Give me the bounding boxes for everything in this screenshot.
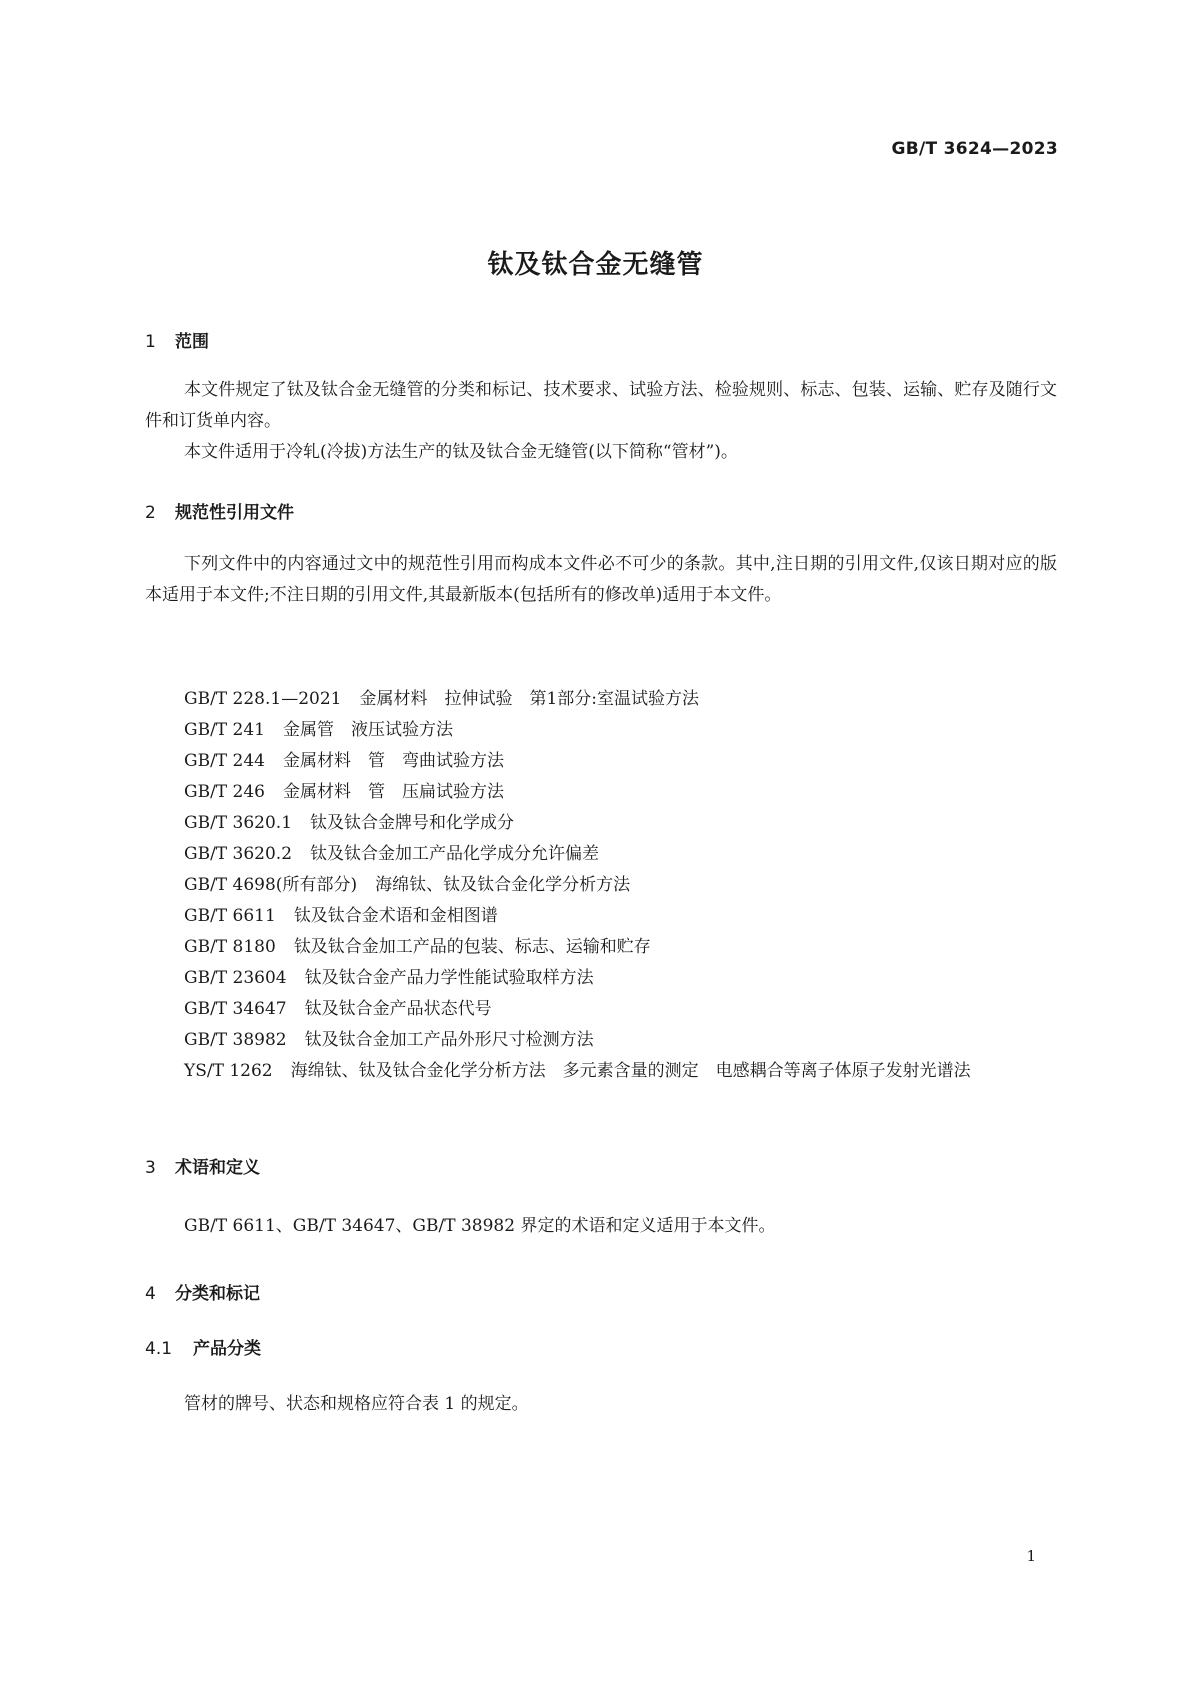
reference-title: 钛及钛合金术语和金相图谱 (293, 906, 498, 926)
section-2-heading (145, 498, 294, 523)
reference-code: YS/T 1262 (184, 1061, 273, 1081)
section-4-1-paragraph: 管材的牌号、状态和规格应符合表 1 的规定。 (184, 1394, 529, 1414)
page-number: 1 (1026, 1547, 1036, 1565)
reference-title: 金属管 液压试验方法 (283, 720, 453, 740)
reference-item (145, 963, 1057, 994)
section-3-paragraph: GB/T 6611、GB/T 34647、GB/T 38982 界定的术语和定义适用于本文件。 (184, 1216, 776, 1236)
reference-title: 钛及钛合金牌号和化学成分 (310, 813, 515, 833)
section-2-intro: 下列文件中的内容通过文中的规范性引用而构成本文件必不可少的条款。其中,注日期的引用文件,仅该日期对应的版本适用于本文件;不注日期的引用文件,其最新版本(包括所有的修改单)适用于本文件。 (145, 554, 1057, 605)
reference-item (145, 932, 1057, 963)
reference-item (145, 994, 1057, 1025)
reference-title: 海绵钛、钛及钛合金化学分析方法 (375, 875, 631, 895)
reference-title: 金属材料 拉伸试验 第1部分:室温试验方法 (359, 689, 700, 709)
section-4-1-heading (145, 1334, 261, 1359)
subsection-title: 产品分类 (193, 1339, 261, 1359)
reference-code: GB/T 8180 (184, 937, 276, 957)
section-number: 4 (145, 1284, 156, 1304)
section-title: 术语和定义 (175, 1158, 260, 1178)
section-number: 2 (145, 503, 156, 523)
section-number: 1 (145, 332, 156, 352)
section-number: 3 (145, 1158, 156, 1178)
reference-code: GB/T 246 (184, 782, 265, 802)
reference-item (145, 684, 1057, 715)
reference-title: 钛及钛合金加工产品的包装、标志、运输和贮存 (293, 937, 651, 957)
section-title: 分类和标记 (175, 1284, 260, 1304)
reference-code: GB/T 241 (184, 720, 265, 740)
reference-code: GB/T 3620.1 (184, 813, 293, 833)
normative-reference-list (145, 684, 1057, 1087)
subsection-number: 4.1 (145, 1339, 173, 1359)
reference-code: GB/T 244 (184, 751, 265, 771)
reference-title: 海绵钛、钛及钛合金化学分析方法 多元素含量的测定 电感耦合等离子体原子发射光谱法 (290, 1061, 971, 1081)
reference-code: GB/T 23604 (184, 968, 287, 988)
reference-title: 钛及钛合金加工产品化学成分允许偏差 (310, 844, 600, 864)
reference-item (145, 746, 1057, 777)
document-title: 钛及钛合金无缝管 (487, 250, 704, 280)
section-1-paragraph-2: 本文件适用于冷轧(冷拔)方法生产的钛及钛合金无缝管(以下简称“管材”)。 (184, 442, 738, 462)
reference-item (145, 777, 1057, 808)
reference-item (145, 901, 1057, 932)
reference-code: GB/T 3620.2 (184, 844, 293, 864)
reference-item (145, 870, 1057, 901)
reference-title: 金属材料 管 弯曲试验方法 (283, 751, 504, 771)
section-1-paragraph-1: 本文件规定了钛及钛合金无缝管的分类和标记、技术要求、试验方法、检验规则、标志、包装、运输、贮存及随行文件和订货单内容。 (145, 380, 1057, 431)
reference-title: 金属材料 管 压扁试验方法 (283, 782, 504, 802)
section-title: 范围 (175, 332, 209, 352)
reference-item (145, 839, 1057, 870)
reference-item (145, 1025, 1057, 1056)
section-title: 规范性引用文件 (175, 503, 294, 523)
reference-code: GB/T 6611 (184, 906, 276, 926)
reference-title: 钛及钛合金加工产品外形尺寸检测方法 (304, 1030, 594, 1050)
reference-item (145, 715, 1057, 746)
reference-item (145, 808, 1057, 839)
section-1-heading (145, 327, 209, 352)
reference-code: GB/T 34647 (184, 999, 287, 1019)
reference-code: GB/T 228.1—2021 (184, 689, 342, 709)
reference-title: 钛及钛合金产品状态代号 (304, 999, 492, 1019)
reference-code: GB/T 4698(所有部分) (184, 875, 358, 895)
reference-code: GB/T 38982 (184, 1030, 287, 1050)
standard-number: GB/T 3624—2023 (891, 139, 1058, 159)
reference-item (145, 1056, 1057, 1087)
section-3-heading (145, 1153, 260, 1178)
reference-title: 钛及钛合金产品力学性能试验取样方法 (304, 968, 594, 988)
section-4-heading (145, 1279, 260, 1304)
